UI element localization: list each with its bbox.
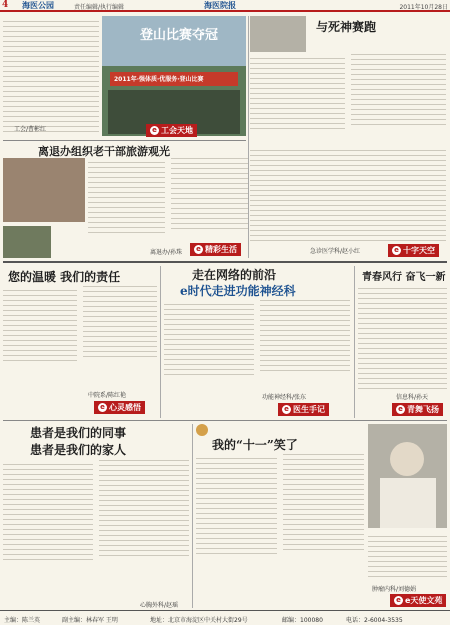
race-article-text-2 [250,146,446,246]
youth-article-text [358,284,447,394]
family-byline: 心胸外科/赵瑶 [140,602,179,609]
footer-editor: 主编：陈兰英 [4,617,41,624]
warmth-byline: 中院系/陈红艳 [88,392,127,399]
warmth-headline: 您的温暖 我们的责任 [8,270,121,284]
youth-headline: 青春风行 奋飞一新 [362,272,446,283]
family-article-text [3,460,189,600]
race-article-text [250,54,446,144]
network-article-text [164,300,350,406]
footer-postcode: 邮编：100080 [282,617,323,624]
climb-photo-caption: 登山比赛夺冠 [140,28,219,43]
footer-address: 地址：北京市海淀区中关村大街29号 [150,617,248,624]
red-cross-tag: e 十字天空 [388,244,439,257]
footer-phone: 电话：2-6004-3535 [346,617,403,624]
holiday-article-text [196,454,364,606]
page-header [0,0,450,12]
section-name: 海医公园 [22,1,54,10]
nurse-photo [368,424,447,528]
warmth-article-text [3,286,157,392]
climb-byline: 工会/曹彬红 [14,126,47,133]
union-tag: e 工会天地 [146,124,197,137]
race-byline: 急诊医学科/赵小红 [310,248,361,255]
angel-tag: e e天使文苑 [390,594,446,607]
race-headline: 与死神赛跑 [316,20,377,34]
masthead: 海医院报 [204,0,236,10]
tour-headline: 离退办组织老干部旅游观光 [38,145,170,158]
ambulance-photo [250,16,306,52]
youth-byline: 信息科/孙天 [396,394,429,401]
page-number: 4 [2,0,9,10]
smiley-icon [196,424,208,436]
editor-credit: 责任编辑/执行编辑 [74,4,125,11]
network-byline: 功能神经科/张东 [262,394,307,401]
doctor-notes-tag: e 医生手记 [278,403,329,416]
network-headline-1: 走在网络的前沿 [192,268,277,282]
soul-tag: e 心灵感悟 [94,401,145,414]
holiday-headline: 我的“十一”笑了 [212,438,298,452]
page-footer [0,610,450,625]
network-headline-2: e时代走进功能神经科 [180,284,296,298]
life-tag: e 精彩生活 [190,243,241,256]
family-headline-2: 患者是我们的家人 [30,443,127,457]
issue-date: 2011年10月28日 [399,4,448,11]
footer-deputy: 副主编：林春军 王明 [62,617,118,624]
family-headline-1: 患者是我们的同事 [30,426,127,440]
tour-scenery-photo [3,226,51,258]
holiday-byline: 肿瘤内科/刘德娟 [372,586,417,593]
youth-tag: e 青舞飞扬 [392,403,443,416]
tour-byline: 离退办/孙珠 [150,249,183,256]
climb-article-text [3,17,99,137]
holiday-article-text-2 [368,532,447,592]
tour-group-photo [3,158,85,222]
climb-banner-text: 2011年·强体质·优服务·登山比赛 [114,76,204,83]
